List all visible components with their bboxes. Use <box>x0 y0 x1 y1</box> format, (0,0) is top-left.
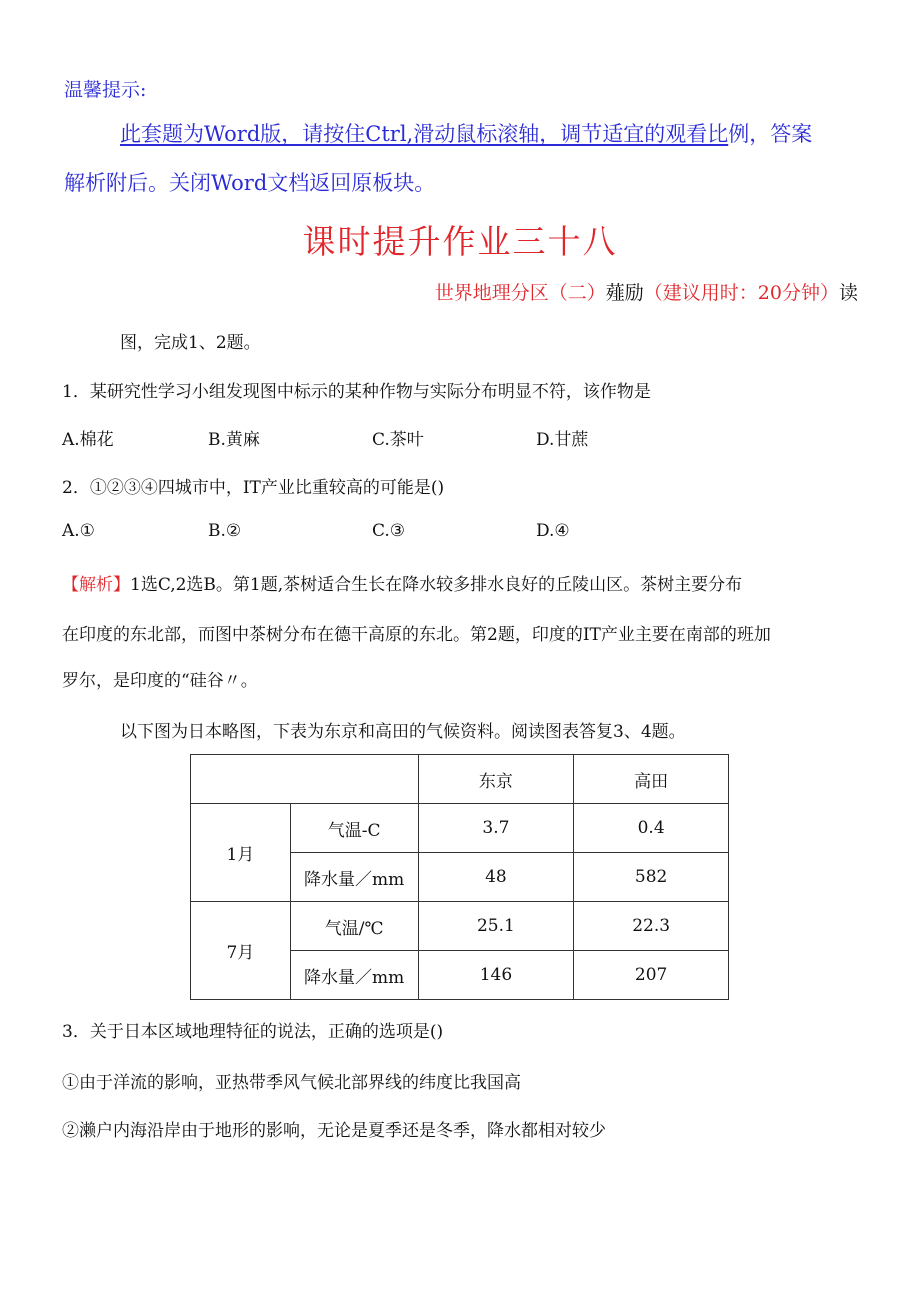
table-corner-cell <box>191 755 419 804</box>
table-header-takada: 高田 <box>574 755 729 804</box>
table-value-cell: 3.7 <box>418 804 574 853</box>
question-3-stem: 3．关于日本区域地理特征的说法，正确的选项是() <box>62 1022 444 1042</box>
question-2-stem: 2．①②③④四城市中，IT产业比重较高的可能是() <box>62 478 445 498</box>
analysis-tag: 【解析】 <box>62 575 130 595</box>
q1-option-b: B.黄麻 <box>208 430 260 450</box>
table-month-cell: 7月 <box>191 902 291 1000</box>
q3-item-2: ②濑户内海沿岸由于地形的影响，无论是夏季还是冬季，降水都相对较少 <box>62 1121 606 1141</box>
question-1-stem: 1．某研究性学习小组发现图中标示的某种作物与实际分布明显不符，该作物是 <box>62 382 651 402</box>
table-header-row <box>191 755 729 804</box>
analysis-text1: 1选C,2选B。第1题,茶树适合生长在降水较多排水良好的丘陵山区。茶树主要分布 <box>130 575 743 595</box>
q1-option-d: D.甘蔗 <box>536 430 589 450</box>
q2-option-a: A.① <box>62 521 95 541</box>
table-label-cell: 降水量／mm <box>290 951 418 1000</box>
q2-option-c: C.③ <box>372 521 406 541</box>
table-value-cell: 22.3 <box>574 902 729 951</box>
table-label-cell: 气温-C <box>290 804 418 853</box>
analysis-line3: 罗尔，是印度的“硅谷〃。 <box>62 671 258 691</box>
table-value-cell: 0.4 <box>574 804 729 853</box>
tip-line1 <box>120 118 812 148</box>
intro-1: 图，完成1、2题。 <box>120 333 261 353</box>
q2-option-b: B.② <box>208 521 242 541</box>
table-value-cell: 582 <box>574 853 729 902</box>
table-label-cell: 降水量／mm <box>290 853 418 902</box>
table-month-cell: 1月 <box>191 804 291 902</box>
q1-option-c: C.茶叶 <box>372 430 424 450</box>
subtitle-tail: 读 <box>838 282 858 304</box>
table-value-cell: 146 <box>418 951 574 1000</box>
subtitle-topic: 世界地理分区（二） <box>434 282 606 304</box>
analysis-line2: 在印度的东北部，而图中茶树分布在德干高原的东北。第2题，印度的IT产业主要在南部的班加 <box>62 625 771 645</box>
subtitle-time: （建议用时：20分钟） <box>643 282 839 304</box>
climate-table <box>190 754 729 1000</box>
table-value-cell: 48 <box>418 853 574 902</box>
q1-option-a: A.棉花 <box>62 430 114 450</box>
subtitle-author: 薤励 <box>605 282 644 304</box>
intro-2: 以下图为日本略图，下表为东京和高田的气候资料。阅读图表答复3、4题。 <box>120 722 686 742</box>
tip-line2: 解析附后。关闭Word文档返回原板块。 <box>64 171 436 195</box>
tip-label: 温馨提示: <box>64 79 147 101</box>
table-value-cell: 207 <box>574 951 729 1000</box>
table-label-cell: 气温/℃ <box>290 902 418 951</box>
table-row <box>191 804 729 853</box>
page-title: 课时提升作业三十八 <box>302 222 618 261</box>
q2-option-d: D.④ <box>536 521 570 541</box>
analysis-line1 <box>62 570 742 595</box>
tip-line1-underlined: 此套题为Word版，请按住Ctrl,滑动鼠标滚轴，调节适宜的观看比 <box>120 122 729 146</box>
table-row <box>191 902 729 951</box>
q3-item-1: ①由于洋流的影响，亚热带季风气候北部界线的纬度比我国高 <box>62 1073 521 1093</box>
table-header-tokyo: 东京 <box>418 755 574 804</box>
subtitle <box>435 278 858 305</box>
table-value-cell: 25.1 <box>418 902 574 951</box>
tip-line1-rest: 例，答案 <box>728 122 813 146</box>
